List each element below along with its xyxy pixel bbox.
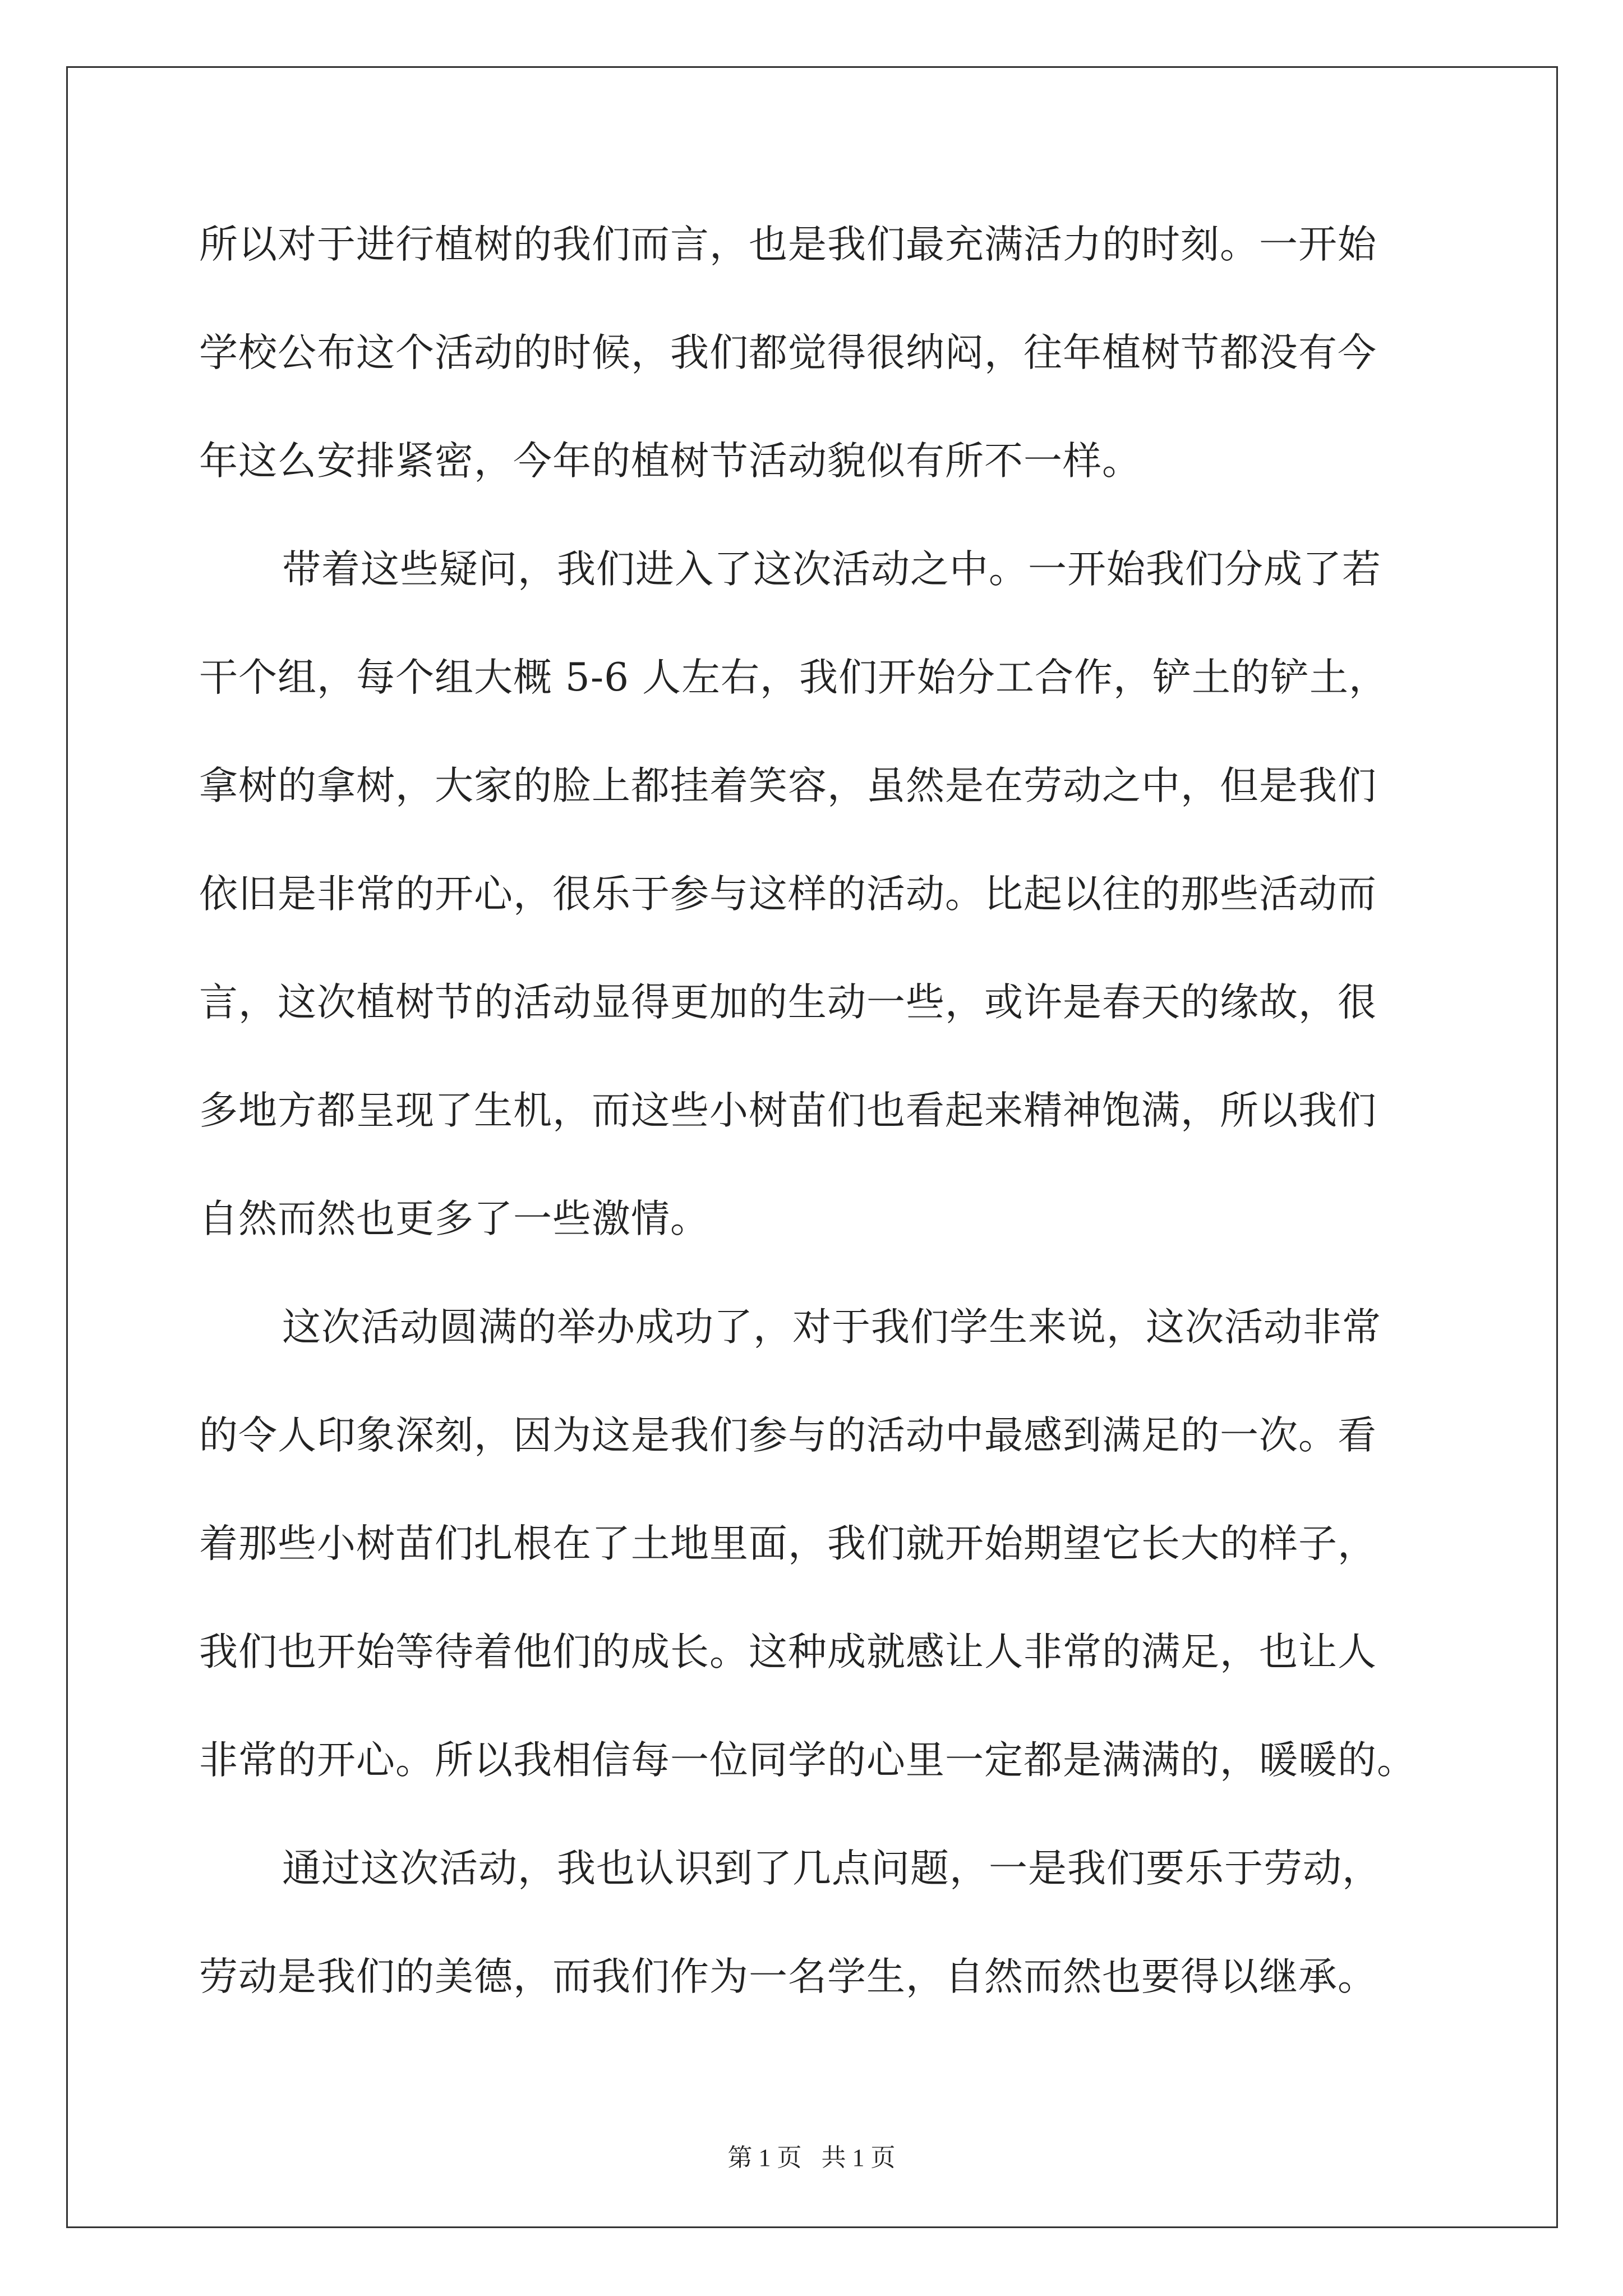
page-total: 共 1 页 [821,2144,896,2171]
paragraph-4 [199,1815,1427,2031]
text-line: 着那些小树苗们扎根在了土地里面，我们就开始期望它长大的样子， [199,1521,1377,1566]
text-line: 年这么安排紧密，今年的植树节活动貌似有所不一样。 [199,439,1141,484]
text-line: 所以对于进行植树的我们而言，也是我们最充满活力的时刻。一开始 [199,222,1377,267]
text-line: 非常的开心。所以我相信每一位同学的心里一定都是满满的，暖暖的。 [199,1738,1416,1783]
text-line: 劳动是我们的美德，而我们作为一名学生，自然而然也要得以继承。 [199,1954,1377,1999]
text-line: 言，这次植树节的活动显得更加的生动一些，或许是春天的缘故，很 [199,980,1377,1025]
text-line: 我们也开始等待着他们的成长。这种成就感让人非常的满足，也让人 [199,1630,1377,1674]
text-line: 多地方都呈现了生机，而这些小树苗们也看起来精神饱满，所以我们 [199,1088,1377,1133]
text-line: 依旧是非常的开心，很乐于参与这样的活动。比起以往的那些活动而 [199,872,1377,917]
text-line: 带着这些疑问，我们进入了这次活动之中。一开始我们分成了若 [282,547,1381,592]
text-line: 干个组，每个组大概 5-6 人左右，我们开始分工合作，铲土的铲土， [199,655,1388,700]
paragraph-1 [199,191,1427,516]
text-line: 这次活动圆满的举办成功了，对于我们学生来说，这次活动非常 [282,1305,1381,1350]
paragraph-3 [199,1273,1427,1815]
document-body [199,191,1427,2031]
page-number: 第 1 页 [727,2144,802,2171]
text-line: 自然而然也更多了一些激情。 [199,1197,709,1241]
text-line: 通过这次活动，我也认识到了几点问题，一是我们要乐于劳动， [282,1846,1381,1891]
text-line: 拿树的拿树，大家的脸上都挂着笑容，虽然是在劳动之中，但是我们 [199,763,1377,808]
text-line: 的令人印象深刻，因为这是我们参与的活动中最感到满足的一次。看 [199,1413,1377,1458]
text-line: 学校公布这个活动的时候，我们都觉得很纳闷，往年植树节都没有今 [199,330,1377,375]
page-footer [0,2137,1623,2173]
paragraph-2 [199,516,1427,1273]
